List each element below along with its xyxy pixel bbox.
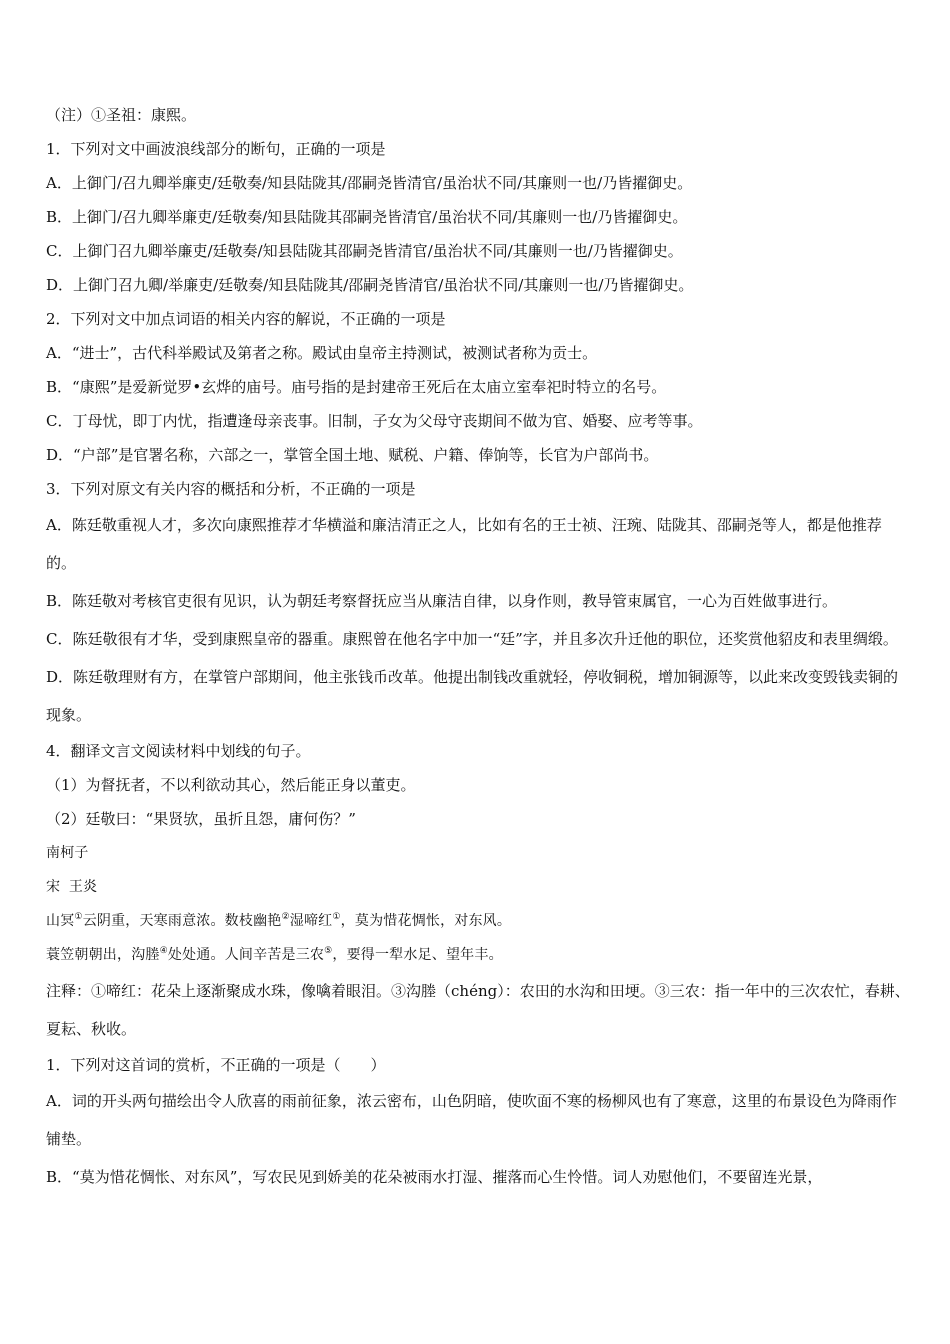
q3-option-a: A．陈廷敬重视人才，多次向康熙推荐才华横溢和廉洁清正之人，比如有名的王士祯、汪琬、陆陇其、邵嗣尧等人，都是他推荐的。 [46,516,882,572]
document-page [46,98,910,1196]
poem-line-1-part-b: 云阴重，天寒雨意浓。数枝幽艳 [82,913,282,929]
q2-option-d: D．“户部”是官署名称，六部之一，掌管全国土地、赋税、户籍、俸饷等，长官为户部尚书。 [46,446,659,464]
poem-title: 南柯子 [46,845,89,861]
q2-stem: 2．下列对文中加点词语的相关内容的解说，不正确的一项是 [46,310,446,328]
poem-author: 宋 王炎 [46,879,98,895]
footnote-marker: ① [332,912,341,922]
q3-stem: 3．下列对原文有关内容的概括和分析，不正确的一项是 [46,480,416,498]
q2-option-a: A．“进士”，古代科举殿试及第者之称。殿试由皇帝主持测试，被测试者称为贡士。 [46,344,598,362]
poem-line-2-part-a: 蓑笠朝朝出，沟塍 [46,947,160,963]
q3-option-d: D．陈廷敬理财有方，在掌管户部期间，他主张钱币改革。他提出制钱改重就轻，停收铜税，增加铜源等，以此来改变毁钱卖铜的现象。 [46,668,899,724]
poem-q1-option-a: A．词的开头两句描绘出令人欣喜的雨前征象，浓云密布，山色阴暗，使吹面不寒的杨柳风也有了寒意，这里的布景设色为降雨作铺垫。 [46,1092,897,1148]
q2-option-b: B．“康熙”是爱新觉罗•玄烨的庙号。庙号指的是封建帝王死后在太庙立室奉祀时特立的名号。 [46,378,667,396]
poem-line-2-part-b: 处处通。人间辛苦是三农 [167,947,325,963]
poem-line-1 [46,904,910,938]
poem-q1-stem: 1．下列对这首词的赏析，不正确的一项是（ ） [46,1056,386,1074]
q1-option-a: A．上御门/召九卿举廉吏/廷敬奏/知县陆陇其/邵嗣尧皆清官/虽治状不同/其廉则一也/乃皆擢御史。 [46,174,693,192]
q1-option-d: D．上御门召九卿/举廉吏/廷敬奏/知县陆陇其/邵嗣尧皆清官/虽治状不同/其廉则一也/乃皆擢御史。 [46,276,694,294]
poem-line-1-part-c: 湿啼红 [289,913,333,929]
q1-option-c: C．上御门召九卿举廉吏/廷敬奏/知县陆陇其邵嗣尧皆清官/虽治状不同/其廉则一也/乃皆擢御史。 [46,242,683,260]
q4-stem: 4．翻译文言文阅读材料中划线的句子。 [46,742,311,760]
q2-option-c: C．丁母忧，即丁内忧，指遭逢母亲丧事。旧制，子女为父母守丧期间不做为官、婚娶、应考等事。 [46,412,703,430]
q1-stem: 1．下列对文中画波浪线部分的断句，正确的一项是 [46,140,386,158]
q3-option-c: C．陈廷敬很有才华，受到康熙皇帝的器重。康熙曾在他名字中加一“廷”字，并且多次升迁他的职位，还奖赏他貂皮和表里绸缎。 [46,630,898,648]
poem-q1-option-b: B．“莫为惜花惆怅、对东风”，写农民见到娇美的花朵被雨水打湿、摧落而心生怜惜。词人劝慰他们，不要留连光景， [46,1168,823,1186]
footnote-marker: ① [74,912,83,922]
q4-sentence-2: （2）廷敬曰：“果贤欤，虽折且怨，庸何伤？” [46,810,356,828]
note-top: （注）①圣祖：康熙。 [46,106,197,124]
footnote-marker: ② [281,912,290,922]
poem-note: 注释：①啼红：花朵上逐渐聚成水珠，像噙着眼泪。③沟塍（chéng）：农田的水沟和田埂。③三农：指一年中的三次农忙，春耕、夏耘、秋收。 [46,982,910,1038]
poem-line-1-part-d: ，莫为惜花惆怅，对东风。 [340,913,512,929]
q3-option-b: B．陈廷敬对考核官吏很有见识，认为朝廷考察督抚应当从廉洁自律，以身作则，教导管束属官，一心为百姓做事进行。 [46,592,838,610]
q1-option-b: B．上御门/召九卿举廉吏/廷敬奏/知县陆陇其邵嗣尧皆清官/虽治状不同/其廉则一也/乃皆擢御史。 [46,208,688,226]
footnote-marker: ④ [159,946,168,956]
footnote-marker: ⑤ [324,946,333,956]
poem-line-2-part-c: ，要得一犁水足、望年丰。 [332,947,503,963]
q4-sentence-1: （1）为督抚者，不以利欲动其心，然后能正身以董吏。 [46,776,416,794]
poem-line-1-part-a: 山冥 [46,913,75,929]
poem-line-2 [46,938,910,972]
